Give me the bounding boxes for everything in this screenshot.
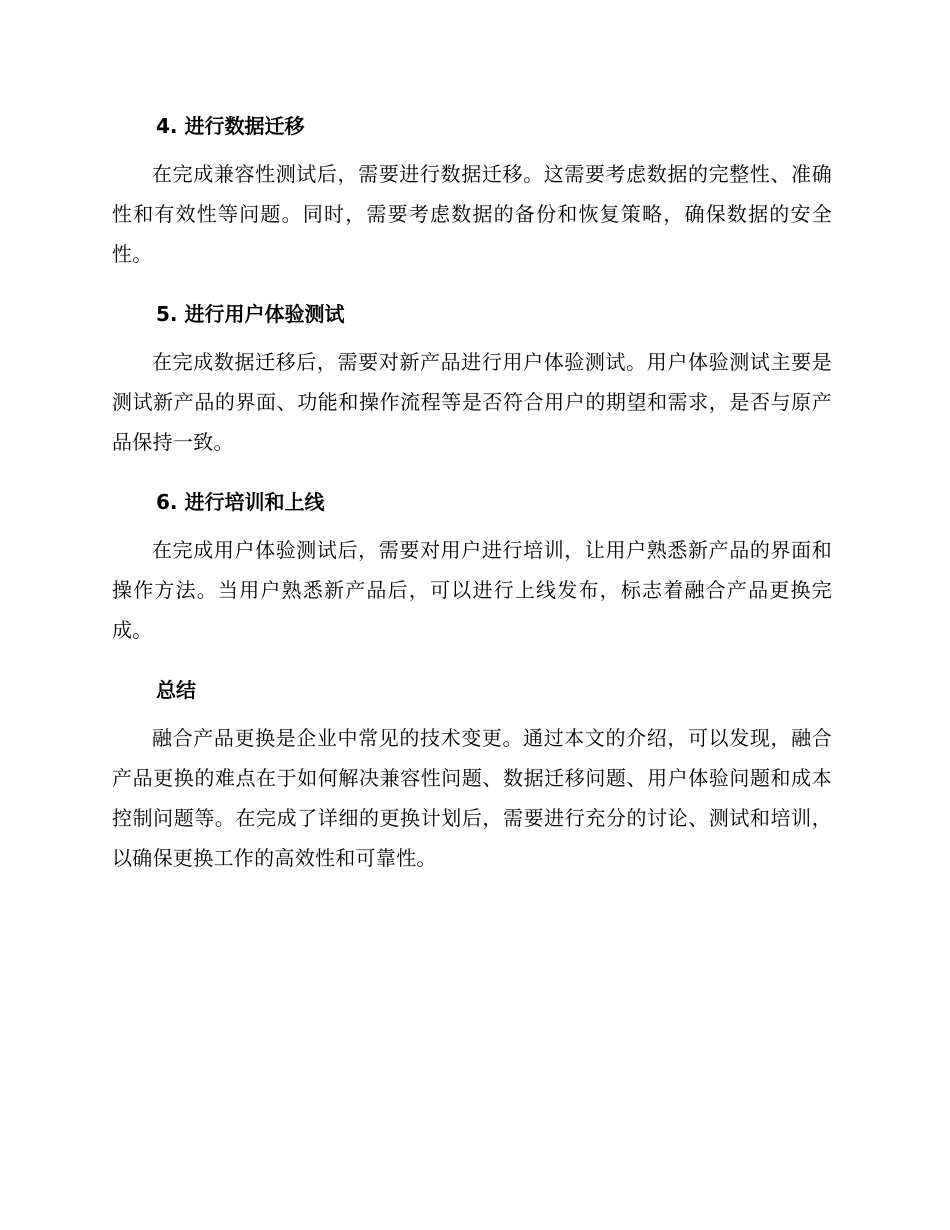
section-paragraph-training-launch: 在完成用户体验测试后，需要对用户进行培训，让用户熟悉新产品的界面和操作方法。当用户熟悉新产品后，可以进行上线发布，标志着融合产品更换完成。 bbox=[112, 538, 832, 642]
section-heading-data-migration: 4. 进行数据迁移 bbox=[156, 114, 305, 138]
section-heading-ux-testing: 5. 进行用户体验测试 bbox=[156, 302, 345, 326]
section-paragraph-ux-testing: 在完成数据迁移后，需要对新产品进行用户体验测试。用户体验测试主要是测试新产品的界面、功能和操作流程等是否符合用户的期望和需求，是否与原产品保持一致。 bbox=[112, 350, 832, 454]
section-heading-training-launch: 6. 进行培训和上线 bbox=[156, 490, 325, 514]
section-paragraph-data-migration: 在完成兼容性测试后，需要进行数据迁移。这需要考虑数据的完整性、准确性和有效性等问题。同时，需要考虑数据的备份和恢复策略，确保数据的安全性。 bbox=[112, 162, 832, 266]
section-paragraph-summary: 融合产品更换是企业中常见的技术变更。通过本文的介绍，可以发现，融合产品更换的难点在于如何解决兼容性问题、数据迁移问题、用户体验问题和成本控制问题等。在完成了详细的更换计划后，需要进行充分的讨论、测试和培训，以确保更换工作的高效性和可靠性。 bbox=[112, 726, 832, 870]
document-body bbox=[112, 108, 832, 900]
section-heading-summary: 总结 bbox=[156, 678, 196, 702]
